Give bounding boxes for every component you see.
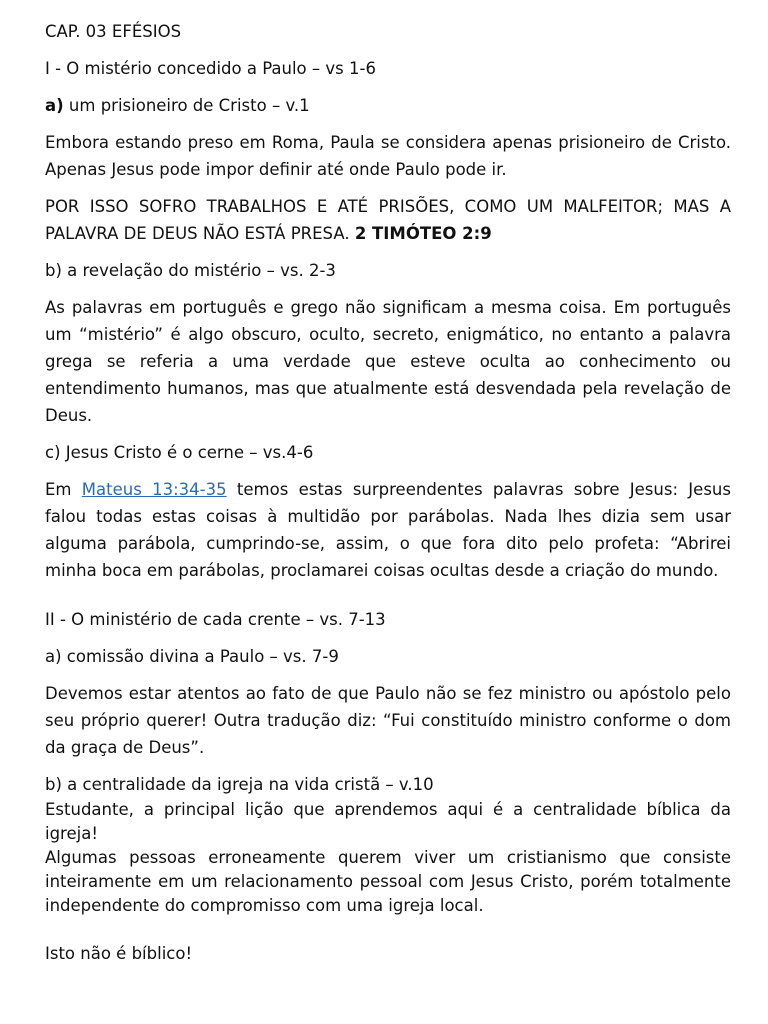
paragraph-prisoner: Embora estando preso em Roma, Paula se considera apenas prisioneiro de Cristo. Apenas Jesus pode impor definir até onde Paulo pode ir. — [45, 133, 731, 179]
quote-text: POR ISSO SOFRO TRABALHOS E ATÉ PRISÕES, COMO UM MALFEITOR; MAS A PALAVRA DE DEUS NÃO ESTÁ PRESA. — [45, 197, 731, 243]
matthew-link[interactable]: Mateus 13:34-35 — [81, 480, 227, 499]
subsection-c: c) Jesus Cristo é o cerne – vs.4-6 — [45, 443, 314, 462]
subsection-a-text: um prisioneiro de Cristo – v.1 — [63, 96, 310, 115]
quote-timothy — [45, 193, 731, 247]
section-1-title: I - O mistério concedido a Paulo – vs 1-6 — [45, 59, 376, 78]
document-page — [45, 18, 731, 967]
section-2-title: II - O ministério de cada crente – vs. 7-13 — [45, 610, 386, 629]
subsection-b2: b) a centralidade da igreja na vida cristã – v.10 — [45, 775, 434, 794]
paragraph-not-biblical: Isto não é bíblico! — [45, 944, 193, 963]
quote-reference: 2 TIMÓTEO 2:9 — [354, 224, 492, 243]
paragraph-matthew-rest: temos estas surpreendentes palavras sobre Jesus: Jesus falou todas estas coisas à multidão por parábolas. Nada lhes dizia sem usar alguma parábola, cumprindo-se, assim, o que fora dito pelo profeta: “Abrirei minha boca em parábolas, proclamarei coisas ocultas desde a criação do mundo. — [45, 480, 731, 580]
chapter-heading: CAP. 03 EFÉSIOS — [45, 22, 182, 41]
subsection-a-marker: a) — [45, 96, 64, 115]
paragraph-church: Estudante, a principal lição que aprendemos aqui é a centralidade bíblica da igreja! — [45, 800, 731, 843]
paragraph-christianity: Algumas pessoas erroneamente querem viver um cristianismo que consiste inteiramente em um relacionamento pessoal com Jesus Cristo, porém totalmente independente do compromisso com uma igreja local. — [45, 848, 731, 915]
subsection-a2: a) comissão divina a Paulo – vs. 7-9 — [45, 647, 339, 666]
subsection-a — [45, 92, 731, 119]
paragraph-minister: Devemos estar atentos ao fato de que Paulo não se fez ministro ou apóstolo pelo seu próprio querer! Outra tradução diz: “Fui constituído ministro conforme o dom da graça de Deus”. — [45, 684, 731, 757]
paragraph-mystery: As palavras em português e grego não significam a mesma coisa. Em português um “mistério” é algo obscuro, oculto, secreto, enigmático, no entanto a palavra grega se referia a uma verdade que esteve oculta ao conhecimento ou entendimento humanos, mas que atualmente está desvendada pela revelação de Deus. — [45, 298, 731, 425]
paragraph-matthew-prefix: Em — [45, 480, 82, 499]
subsection-b: b) a revelação do mistério – vs. 2-3 — [45, 261, 336, 280]
paragraph-matthew — [45, 476, 731, 584]
